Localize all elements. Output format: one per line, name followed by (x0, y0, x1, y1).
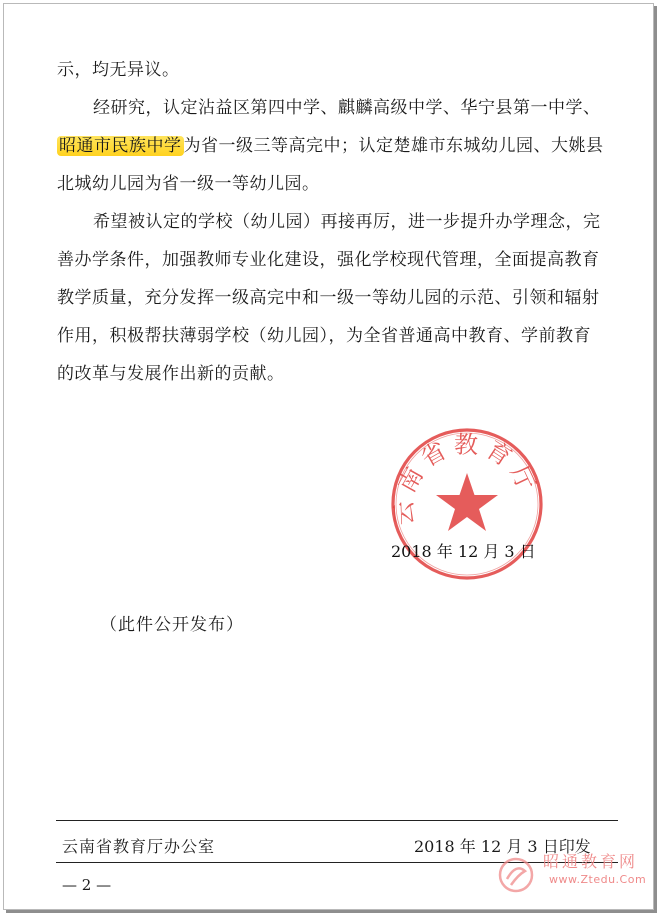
footer-top-rule (56, 820, 618, 821)
signature-date: 2018 年 12 月 3 日 (391, 542, 536, 561)
body-paragraph-expectation: 希望被认定的学校（幼儿园）再接再厉，进一步提升办学理念，完善办学条件，加强教师专业化建设，强化学校现代管理，全面提高教育教学质量，充分发挥一级高完中和一级一等幼儿园的示范、引领和辐射作用，积极帮扶薄弱学校（幼儿园），为全省普通高中教育、学前教育的改革与发展作出新的贡献。 (57, 212, 601, 384)
decision-text-after: 为省一级三等高完中；认定楚雄市东城幼儿园、大姚县北城幼儿园为省一级一等幼儿园。 (57, 136, 604, 194)
watermark-url: www.Ztedu.Com (549, 873, 647, 886)
footer-issuer: 云南省教育厅办公室 (62, 837, 216, 856)
body-paragraph-decision (57, 89, 605, 203)
seal-star-icon (436, 473, 498, 531)
highlighted-school-name: 昭通市民族中学 (59, 136, 182, 156)
body-line-continuation: 示，均无异议。 (57, 60, 180, 80)
seal-text: 云南省教育厅 (389, 430, 544, 526)
decision-text-before: 经研究，认定沾益区第四中学、麒麟高级中学、华宁县第一中学、 (93, 98, 601, 118)
watermark-site-name: 昭通教育网 (543, 852, 639, 871)
page-number: — 2 — (62, 876, 112, 894)
footer-print-date: 2018 年 12 月 3 日印发 (414, 837, 591, 856)
publication-note: （此件公开发布） (100, 615, 244, 635)
